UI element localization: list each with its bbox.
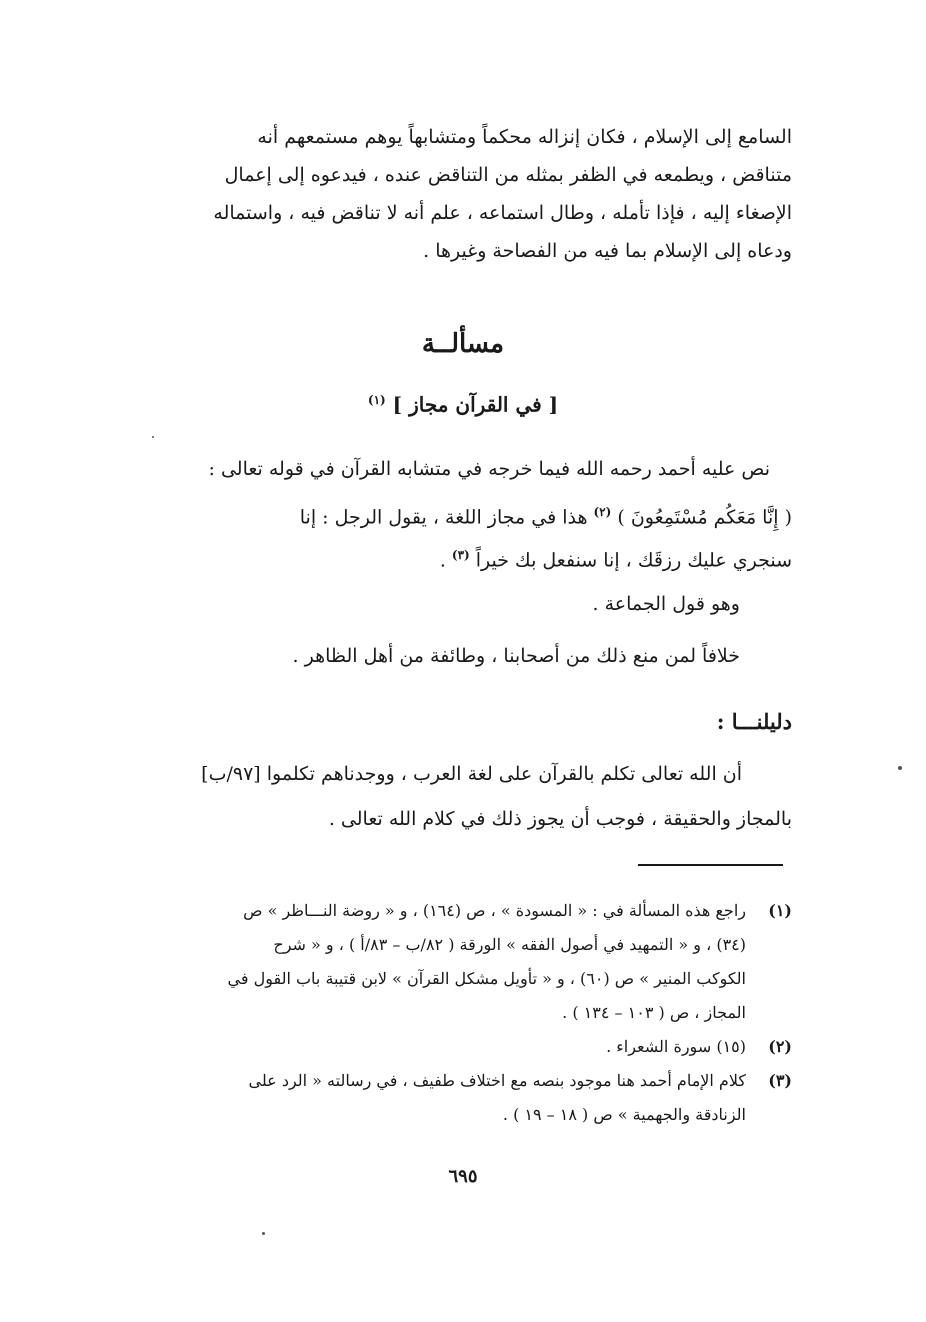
section-subtitle-text: [ في القرآن مجاز ] xyxy=(392,392,559,417)
footnotes xyxy=(136,894,792,1132)
footnote-number: (٣) xyxy=(768,1071,792,1090)
footnote-line: (١٥) سورة الشعراء . xyxy=(606,1037,746,1056)
intro-line: متناقض ، ويطمعه في الظفر بمثله من التناقض عنده ، فيدعوه إلى إعمال xyxy=(224,164,792,186)
footnote-ref: (٢) xyxy=(593,505,612,519)
quote-line xyxy=(136,534,792,577)
quote-paragraph xyxy=(136,448,792,577)
scan-speck xyxy=(262,1232,265,1235)
quote-line xyxy=(136,491,792,534)
footnote-line: راجع هذه المسألة في : « المسودة » ، ص (١٦٤) ، و « روضة النـــاظر » ص xyxy=(243,901,746,920)
jamaa-line: وهو قول الجماعة . xyxy=(592,593,740,615)
section-title: مسألــة xyxy=(421,329,505,359)
khilaf-line: خلافاً لمن منع ذلك من أصحابنا ، وطائفة من أهل الظاهر . xyxy=(292,645,740,667)
footnote-divider xyxy=(638,864,783,866)
evidence-line: بالمجاز والحقيقة ، فوجب أن يجوز ذلك في كلام الله تعالى . xyxy=(328,808,792,830)
scan-speck xyxy=(152,436,154,438)
scan-speck xyxy=(898,766,902,770)
quote-text: هذا في مجاز اللغة ، يقول الرجل : إنا xyxy=(299,506,588,529)
evidence-paragraph xyxy=(136,752,792,842)
evidence-line: أن الله تعالى تكلم بالقرآن على لغة العرب ، ووجدناهم تكلموا [٩٧/ب] xyxy=(201,763,742,785)
page-number: ٦٩٥ xyxy=(448,1166,478,1187)
footnote-line: الكوكب المنير » ص (٦٠) ، و « تأويل مشكل القرآن » لابن قتيبة باب القول في xyxy=(227,969,746,988)
quote-text: سنجري عليك رزقَك ، إنا سنفعل بك خيراً xyxy=(475,549,792,572)
section-subtitle xyxy=(0,380,926,425)
intro-line: ودعاه إلى الإسلام بما فيه من الفصاحة وغيرها . xyxy=(423,240,792,262)
quran-verse: ( إِنَّا مَعَكُم مُسْتَمِعُونَ ) xyxy=(617,506,792,529)
quote-text: . xyxy=(439,549,446,572)
footnote-number: (٢) xyxy=(768,1037,792,1056)
intro-paragraph xyxy=(136,118,792,270)
footnote-item xyxy=(136,894,792,1030)
intro-line: الإصغاء إليه ، فإذا تأمله ، وطال استماعه ، علم أنه لا تناقض فيه ، واستماله xyxy=(213,202,792,224)
footnote-item xyxy=(136,1030,792,1064)
quote-line: نص عليه أحمد رحمه الله فيما خرجه في متشابه القرآن في قوله تعالى : xyxy=(208,458,770,480)
footnote-line: كلام الإمام أحمد هنا موجود بنصه مع اختلاف طفيف ، في رسالته « الرد على xyxy=(248,1071,746,1090)
evidence-heading: دليلنـــا : xyxy=(716,709,792,734)
footnote-item xyxy=(136,1064,792,1132)
intro-line: السامع إلى الإسلام ، فكان إنزاله محكماً ومتشابهاً يوهم مستمعهم أنه xyxy=(257,126,792,148)
footnote-number: (١) xyxy=(768,901,792,920)
footnote-ref: (١) xyxy=(367,393,386,407)
footnote-ref: (٣) xyxy=(451,548,470,562)
footnote-line: الزنادقة والجهمية » ص ( ١٨ – ١٩ ) . xyxy=(502,1105,746,1124)
footnote-line: المجاز ، ص ( ١٠٣ – ١٣٤ ) . xyxy=(562,1003,746,1022)
footnote-line: (٣٤) ، و « التمهيد في أصول الفقه » الورقة ( ٨٢/ب – ٨٣/أ ) ، و « شرح xyxy=(273,935,746,954)
